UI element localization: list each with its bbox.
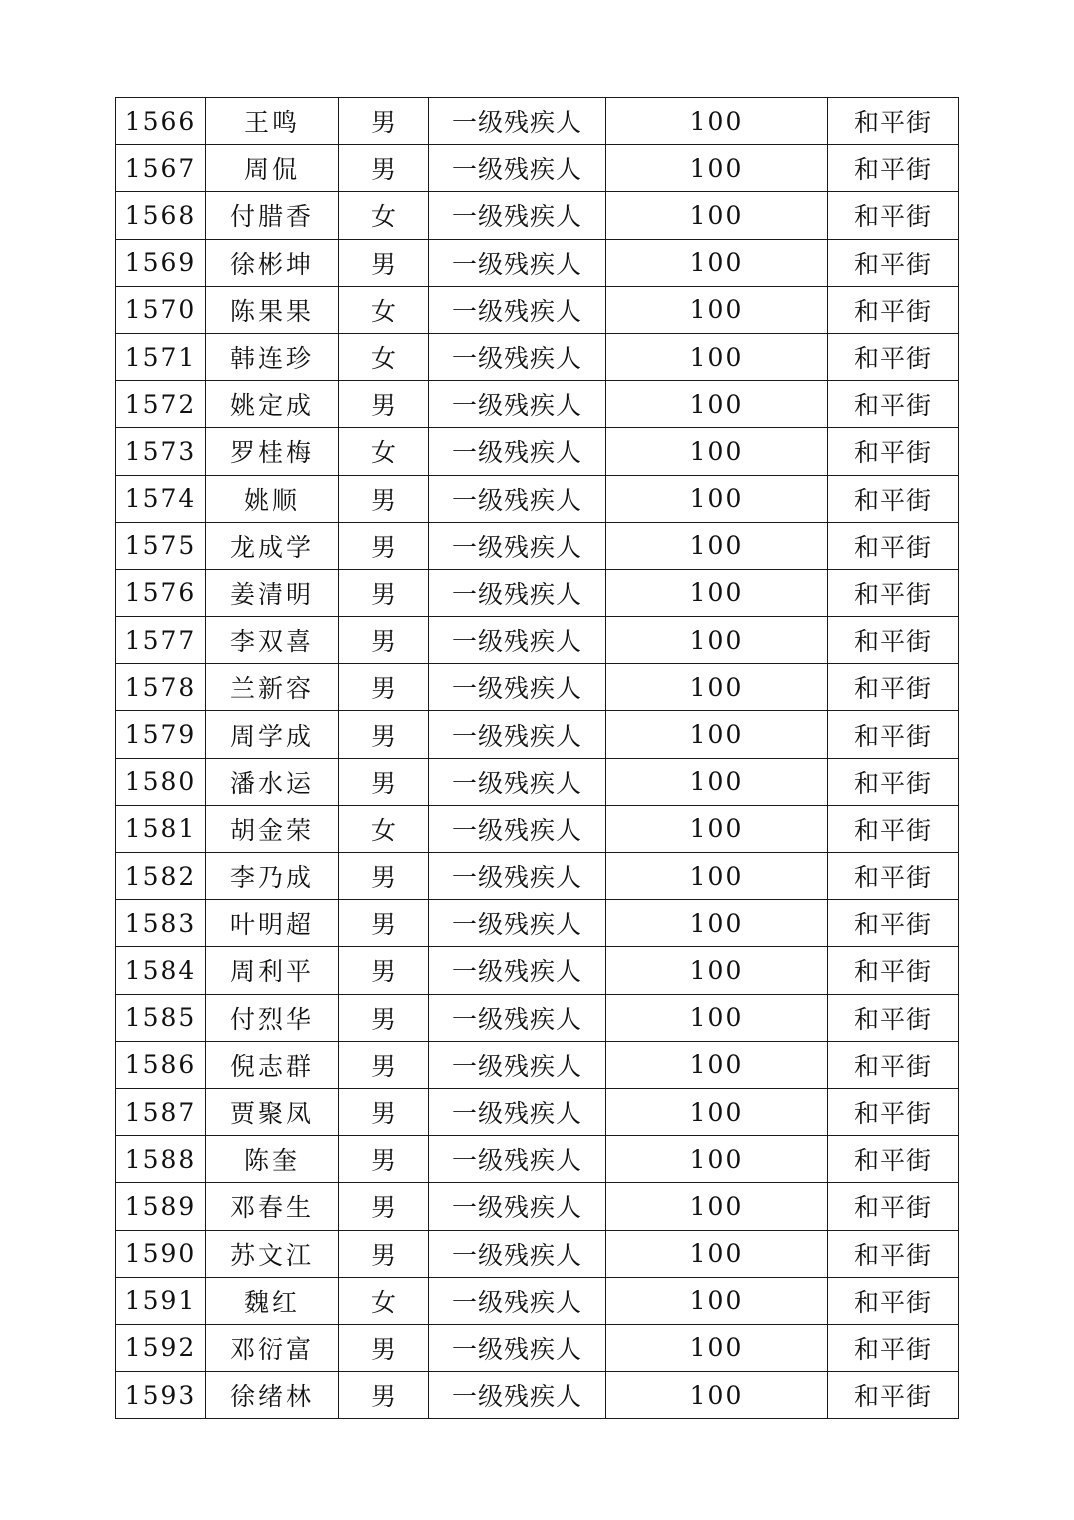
- cell-disability-level: 一级残疾人: [429, 522, 606, 569]
- cell-street: 和平街: [828, 853, 959, 900]
- table-row: [116, 1277, 959, 1324]
- cell-gender: 男: [339, 1183, 429, 1230]
- cell-name: 姜清明: [206, 569, 339, 616]
- cell-street: 和平街: [828, 1183, 959, 1230]
- cell-name: 陈奎: [206, 1136, 339, 1183]
- cell-number: 1592: [116, 1324, 206, 1371]
- cell-number: 1568: [116, 192, 206, 239]
- cell-name: 徐绪林: [206, 1372, 339, 1419]
- cell-number: 1576: [116, 569, 206, 616]
- cell-street: 和平街: [828, 947, 959, 994]
- cell-number: 1575: [116, 522, 206, 569]
- cell-street: 和平街: [828, 1372, 959, 1419]
- cell-street: 和平街: [828, 805, 959, 852]
- cell-disability-level: 一级残疾人: [429, 758, 606, 805]
- cell-gender: 男: [339, 569, 429, 616]
- cell-amount: 100: [606, 1372, 828, 1419]
- table-row: [116, 145, 959, 192]
- cell-number: 1579: [116, 711, 206, 758]
- cell-number: 1591: [116, 1277, 206, 1324]
- cell-gender: 男: [339, 1324, 429, 1371]
- cell-name: 周利平: [206, 947, 339, 994]
- cell-number: 1585: [116, 994, 206, 1041]
- cell-street: 和平街: [828, 333, 959, 380]
- cell-name: 罗桂梅: [206, 428, 339, 475]
- cell-disability-level: 一级残疾人: [429, 664, 606, 711]
- table-row: [116, 522, 959, 569]
- cell-disability-level: 一级残疾人: [429, 1183, 606, 1230]
- cell-disability-level: 一级残疾人: [429, 98, 606, 145]
- cell-gender: 男: [339, 853, 429, 900]
- cell-number: 1572: [116, 381, 206, 428]
- cell-amount: 100: [606, 617, 828, 664]
- cell-name: 邓春生: [206, 1183, 339, 1230]
- cell-disability-level: 一级残疾人: [429, 805, 606, 852]
- cell-gender: 男: [339, 994, 429, 1041]
- table-row: [116, 1041, 959, 1088]
- cell-street: 和平街: [828, 145, 959, 192]
- cell-number: 1593: [116, 1372, 206, 1419]
- cell-amount: 100: [606, 805, 828, 852]
- table-row: [116, 900, 959, 947]
- table-row: [116, 569, 959, 616]
- cell-name: 邓衍富: [206, 1324, 339, 1371]
- cell-disability-level: 一级残疾人: [429, 1041, 606, 1088]
- cell-name: 韩连珍: [206, 333, 339, 380]
- table-row: [116, 1183, 959, 1230]
- table-row: [116, 475, 959, 522]
- cell-name: 付腊香: [206, 192, 339, 239]
- cell-gender: 男: [339, 1230, 429, 1277]
- cell-gender: 男: [339, 758, 429, 805]
- table-row: [116, 617, 959, 664]
- table-row: [116, 1230, 959, 1277]
- cell-name: 胡金荣: [206, 805, 339, 852]
- cell-disability-level: 一级残疾人: [429, 947, 606, 994]
- cell-disability-level: 一级残疾人: [429, 1324, 606, 1371]
- cell-amount: 100: [606, 711, 828, 758]
- cell-disability-level: 一级残疾人: [429, 711, 606, 758]
- cell-name: 付烈华: [206, 994, 339, 1041]
- cell-street: 和平街: [828, 192, 959, 239]
- cell-disability-level: 一级残疾人: [429, 1372, 606, 1419]
- cell-disability-level: 一级残疾人: [429, 192, 606, 239]
- cell-number: 1588: [116, 1136, 206, 1183]
- cell-gender: 女: [339, 805, 429, 852]
- cell-number: 1581: [116, 805, 206, 852]
- cell-number: 1567: [116, 145, 206, 192]
- cell-amount: 100: [606, 1136, 828, 1183]
- cell-number: 1590: [116, 1230, 206, 1277]
- table-row: [116, 239, 959, 286]
- cell-street: 和平街: [828, 569, 959, 616]
- cell-street: 和平街: [828, 239, 959, 286]
- cell-gender: 男: [339, 711, 429, 758]
- cell-amount: 100: [606, 994, 828, 1041]
- cell-gender: 女: [339, 1277, 429, 1324]
- cell-amount: 100: [606, 569, 828, 616]
- cell-gender: 女: [339, 428, 429, 475]
- table-row: [116, 381, 959, 428]
- table-row: [116, 192, 959, 239]
- cell-gender: 男: [339, 1041, 429, 1088]
- cell-name: 倪志群: [206, 1041, 339, 1088]
- cell-gender: 男: [339, 1372, 429, 1419]
- cell-number: 1574: [116, 475, 206, 522]
- cell-number: 1586: [116, 1041, 206, 1088]
- cell-amount: 100: [606, 1324, 828, 1371]
- cell-amount: 100: [606, 286, 828, 333]
- cell-amount: 100: [606, 1088, 828, 1135]
- cell-amount: 100: [606, 145, 828, 192]
- cell-street: 和平街: [828, 758, 959, 805]
- roster-table: [115, 97, 959, 1419]
- cell-gender: 男: [339, 522, 429, 569]
- cell-disability-level: 一级残疾人: [429, 569, 606, 616]
- cell-street: 和平街: [828, 286, 959, 333]
- cell-number: 1566: [116, 98, 206, 145]
- cell-amount: 100: [606, 475, 828, 522]
- cell-number: 1570: [116, 286, 206, 333]
- cell-disability-level: 一级残疾人: [429, 994, 606, 1041]
- cell-street: 和平街: [828, 711, 959, 758]
- cell-street: 和平街: [828, 1136, 959, 1183]
- cell-street: 和平街: [828, 994, 959, 1041]
- cell-number: 1583: [116, 900, 206, 947]
- cell-disability-level: 一级残疾人: [429, 333, 606, 380]
- cell-number: 1580: [116, 758, 206, 805]
- cell-gender: 男: [339, 617, 429, 664]
- cell-disability-level: 一级残疾人: [429, 381, 606, 428]
- cell-number: 1582: [116, 853, 206, 900]
- table-row: [116, 758, 959, 805]
- cell-name: 苏文江: [206, 1230, 339, 1277]
- cell-name: 叶明超: [206, 900, 339, 947]
- cell-name: 陈果果: [206, 286, 339, 333]
- cell-gender: 男: [339, 1136, 429, 1183]
- cell-name: 贾聚凤: [206, 1088, 339, 1135]
- table-row: [116, 1372, 959, 1419]
- cell-disability-level: 一级残疾人: [429, 239, 606, 286]
- cell-gender: 男: [339, 475, 429, 522]
- cell-gender: 男: [339, 381, 429, 428]
- cell-street: 和平街: [828, 98, 959, 145]
- cell-disability-level: 一级残疾人: [429, 1277, 606, 1324]
- cell-gender: 女: [339, 333, 429, 380]
- cell-street: 和平街: [828, 522, 959, 569]
- table-row: [116, 947, 959, 994]
- table-row: [116, 711, 959, 758]
- cell-name: 龙成学: [206, 522, 339, 569]
- cell-gender: 男: [339, 239, 429, 286]
- cell-name: 李乃成: [206, 853, 339, 900]
- cell-name: 姚定成: [206, 381, 339, 428]
- cell-amount: 100: [606, 947, 828, 994]
- cell-disability-level: 一级残疾人: [429, 145, 606, 192]
- cell-street: 和平街: [828, 664, 959, 711]
- cell-name: 兰新容: [206, 664, 339, 711]
- cell-gender: 女: [339, 192, 429, 239]
- cell-amount: 100: [606, 1041, 828, 1088]
- table-row: [116, 428, 959, 475]
- cell-amount: 100: [606, 1277, 828, 1324]
- cell-name: 周学成: [206, 711, 339, 758]
- cell-gender: 男: [339, 1088, 429, 1135]
- table-row: [116, 1136, 959, 1183]
- cell-gender: 男: [339, 947, 429, 994]
- cell-disability-level: 一级残疾人: [429, 853, 606, 900]
- cell-amount: 100: [606, 522, 828, 569]
- cell-number: 1569: [116, 239, 206, 286]
- cell-disability-level: 一级残疾人: [429, 1230, 606, 1277]
- cell-street: 和平街: [828, 381, 959, 428]
- cell-amount: 100: [606, 192, 828, 239]
- cell-disability-level: 一级残疾人: [429, 1136, 606, 1183]
- cell-gender: 女: [339, 286, 429, 333]
- cell-street: 和平街: [828, 617, 959, 664]
- cell-number: 1571: [116, 333, 206, 380]
- cell-disability-level: 一级残疾人: [429, 900, 606, 947]
- table-row: [116, 286, 959, 333]
- cell-amount: 100: [606, 98, 828, 145]
- cell-disability-level: 一级残疾人: [429, 286, 606, 333]
- cell-number: 1584: [116, 947, 206, 994]
- cell-number: 1578: [116, 664, 206, 711]
- cell-street: 和平街: [828, 1277, 959, 1324]
- cell-disability-level: 一级残疾人: [429, 428, 606, 475]
- cell-number: 1573: [116, 428, 206, 475]
- cell-amount: 100: [606, 758, 828, 805]
- cell-street: 和平街: [828, 1230, 959, 1277]
- cell-street: 和平街: [828, 475, 959, 522]
- cell-gender: 男: [339, 145, 429, 192]
- cell-street: 和平街: [828, 900, 959, 947]
- cell-amount: 100: [606, 381, 828, 428]
- cell-amount: 100: [606, 664, 828, 711]
- cell-amount: 100: [606, 428, 828, 475]
- table-row: [116, 1324, 959, 1371]
- cell-amount: 100: [606, 900, 828, 947]
- cell-disability-level: 一级残疾人: [429, 475, 606, 522]
- cell-street: 和平街: [828, 1088, 959, 1135]
- roster-table-body: [116, 98, 959, 1419]
- cell-name: 魏红: [206, 1277, 339, 1324]
- cell-disability-level: 一级残疾人: [429, 1088, 606, 1135]
- cell-gender: 男: [339, 664, 429, 711]
- cell-name: 王鸣: [206, 98, 339, 145]
- table-row: [116, 994, 959, 1041]
- table-row: [116, 853, 959, 900]
- cell-amount: 100: [606, 1230, 828, 1277]
- cell-street: 和平街: [828, 1324, 959, 1371]
- cell-amount: 100: [606, 1183, 828, 1230]
- cell-amount: 100: [606, 239, 828, 286]
- cell-gender: 男: [339, 98, 429, 145]
- cell-number: 1577: [116, 617, 206, 664]
- cell-amount: 100: [606, 853, 828, 900]
- cell-name: 潘水运: [206, 758, 339, 805]
- cell-street: 和平街: [828, 428, 959, 475]
- table-row: [116, 805, 959, 852]
- table-row: [116, 1088, 959, 1135]
- cell-number: 1587: [116, 1088, 206, 1135]
- cell-name: 周侃: [206, 145, 339, 192]
- cell-number: 1589: [116, 1183, 206, 1230]
- cell-gender: 男: [339, 900, 429, 947]
- cell-amount: 100: [606, 333, 828, 380]
- cell-street: 和平街: [828, 1041, 959, 1088]
- cell-disability-level: 一级残疾人: [429, 617, 606, 664]
- cell-name: 姚顺: [206, 475, 339, 522]
- table-row: [116, 333, 959, 380]
- cell-name: 李双喜: [206, 617, 339, 664]
- table-row: [116, 98, 959, 145]
- cell-name: 徐彬坤: [206, 239, 339, 286]
- table-row: [116, 664, 959, 711]
